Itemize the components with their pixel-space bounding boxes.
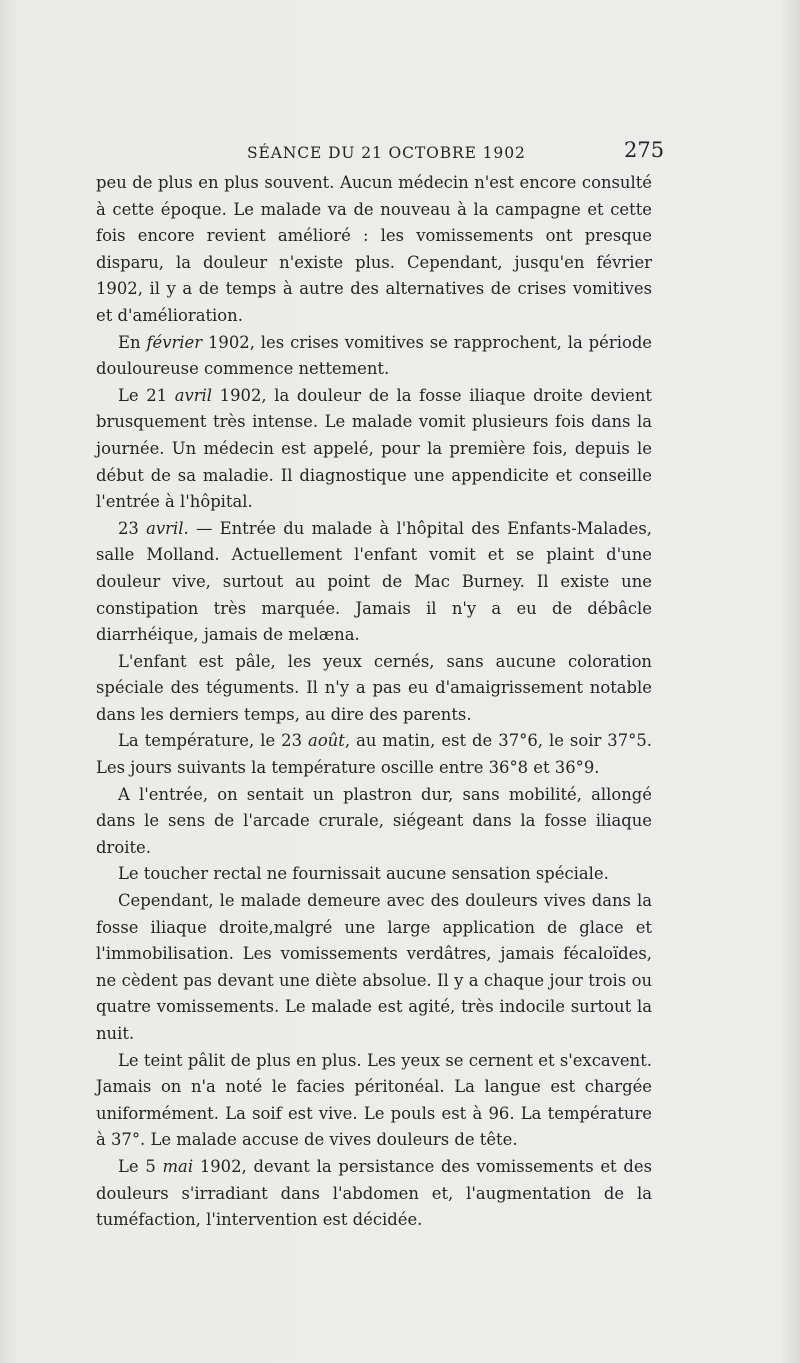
paragraph: peu de plus en plus souvent. Aucun médecin n'est encore consulté à cette époque. Le malade va de nouveau à la campagne et cette fois encore revient amélioré : les vomissements ont presque disparu, la douleur n'existe plus. Cependant, jusqu'en février 1902, il y a de temps à autre des alternatives de crises vomitives et d'amélioration. bbox=[96, 173, 652, 325]
paragraph: En février 1902, les crises vomitives se rapprochent, la période douloureuse commence nettement. bbox=[96, 332, 653, 379]
running-head: SÉANCE DU 21 OCTOBRE 1902 bbox=[247, 144, 526, 162]
body-text bbox=[96, 170, 652, 1234]
paragraph: Cependant, le malade demeure avec des douleurs vives dans la fosse iliaque droite,malgré une large application de glace et l'immobilisation. Les vomissements verdâtres, jamais fécaloïdes, ne cèdent pas devant une diète absolue. Il y a chaque jour trois ou quatre vomissements. Le malade est agité, très indocile surtout la nuit. bbox=[96, 891, 652, 1043]
page-number: 275 bbox=[624, 138, 665, 162]
paragraph: Le teint pâlit de plus en plus. Les yeux se cernent et s'excavent. Jamais on n'a noté le facies péritonéal. La langue est chargée uniformément. La soif est vive. Le pouls est à 96. La température à 37°. Le malade accuse de vives douleurs de tête. bbox=[96, 1050, 652, 1150]
paragraph: L'enfant est pâle, les yeux cernés, sans aucune coloration spéciale des téguments. Il n'y a pas eu d'amaigrissement notable dans les derniers temps, au dire des parents. bbox=[96, 651, 652, 724]
paragraph: Le 5 mai 1902, devant la persistance des vomissements et des douleurs s'irradiant dans l'abdomen et, l'augmentation de la tuméfaction, l'intervention est décidée. bbox=[96, 1156, 652, 1230]
paragraph: La température, le 23 août, au matin, est de 37°6, le soir 37°5. Les jours suivants la température oscille entre 36°8 et 36°9. bbox=[96, 731, 652, 778]
page-header bbox=[0, 138, 800, 168]
paragraph: 23 avril. — Entrée du malade à l'hôpital des Enfants-Malades, salle Molland. Actuellement l'enfant vomit et se plaint d'une douleur vive, surtout au point de Mac Burney. Il existe une constipation très marquée. Jamais il n'y a eu de débâcle diarrhéique, jamais de melæna. bbox=[96, 518, 652, 645]
paragraph: Le toucher rectal ne fournissait aucune sensation spéciale. bbox=[118, 864, 609, 884]
paragraph: Le 21 avril 1902, la douleur de la fosse iliaque droite devient brusquement très intense. Le malade vomit plusieurs fois dans la journée. Un médecin est appelé, pour la première fois, depuis le début de sa maladie. Il diagnostique une appendicite et conseille l'entrée à l'hôpital. bbox=[96, 385, 652, 512]
paragraph: A l'entrée, on sentait un plastron dur, sans mobilité, allongé dans le sens de l'arcade crurale, siégeant dans la fosse iliaque droite. bbox=[96, 784, 652, 857]
